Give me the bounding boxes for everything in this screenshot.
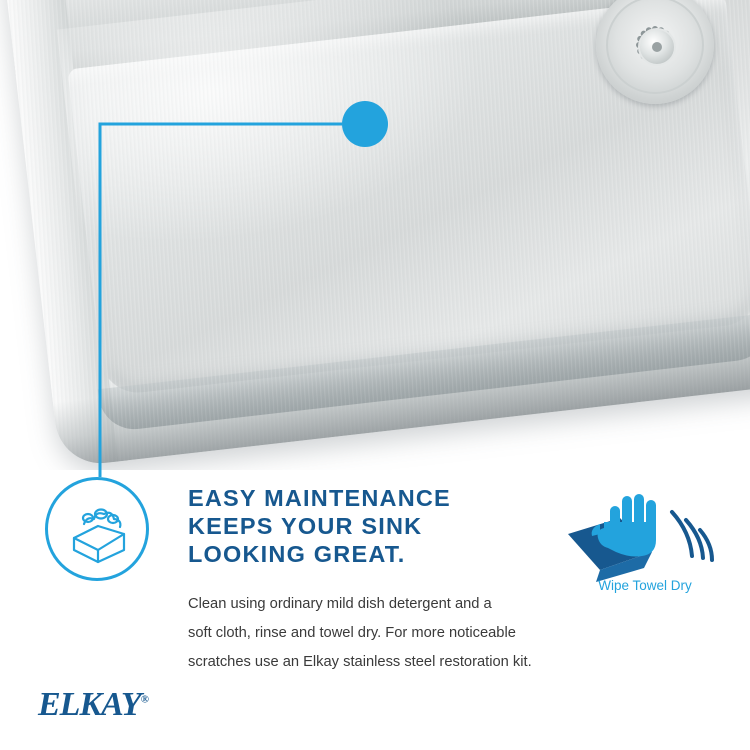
- sponge-icon-circle: [45, 477, 149, 581]
- body-copy: [188, 590, 563, 677]
- elkay-logo: [38, 686, 149, 724]
- sponge-icon: [48, 480, 146, 578]
- callout-dot: [342, 101, 388, 147]
- elkay-logo-text: ELKAY: [38, 686, 141, 723]
- body-line-1: Clean using ordinary mild dish detergent and a: [188, 596, 492, 612]
- headline-line-1: EASY MAINTENANCE: [188, 485, 451, 511]
- headline: [188, 484, 588, 568]
- wipe-towel-caption: Wipe Towel Dry: [598, 578, 692, 593]
- headline-line-3: LOOKING GREAT.: [188, 541, 406, 567]
- drain-center-cap: [638, 28, 676, 66]
- body-line-3: scratches use an Elkay stainless steel restoration kit.: [188, 654, 532, 670]
- registered-mark: ®: [140, 693, 149, 706]
- headline-line-2: KEEPS YOUR SINK: [188, 513, 423, 539]
- body-line-2: soft cloth, rinse and towel dry. For more noticeable: [188, 625, 516, 641]
